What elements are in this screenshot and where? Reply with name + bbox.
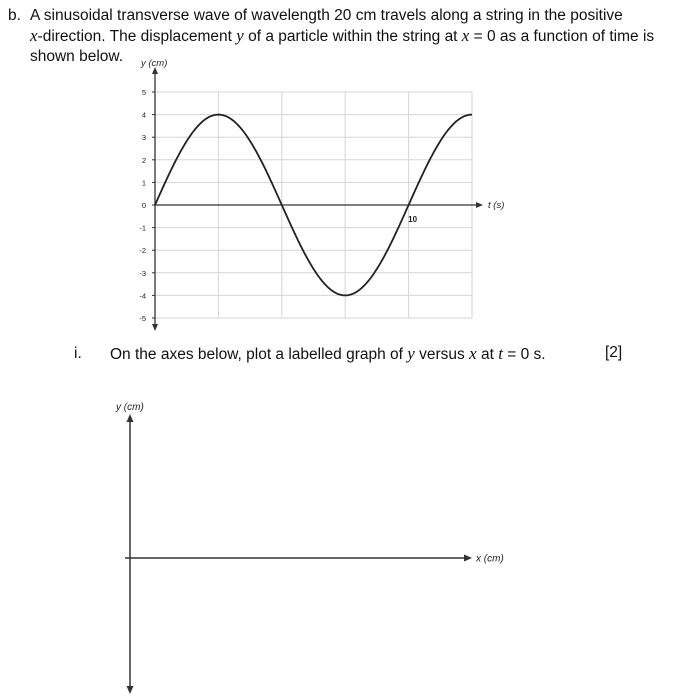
y-tick-label: -1 xyxy=(139,223,146,233)
answer-y-axis-arrow xyxy=(127,414,134,422)
y-tick-label: -5 xyxy=(139,314,146,323)
y-tick-label: 0 xyxy=(141,201,146,210)
question-label: b. xyxy=(8,7,21,24)
answer-x-axis-label: x (cm) xyxy=(476,553,504,565)
subquestion-text: On the axes below, plot a labelled graph of y versus x at t = 0 s. xyxy=(110,344,546,363)
x-tick-label: 10 xyxy=(408,215,418,224)
y-axis-label: y (cm) xyxy=(141,58,168,69)
answer-y-axis-label: y (cm) xyxy=(116,402,144,413)
answer-y-axis-arrow-bottom xyxy=(127,686,134,694)
y-tick-label: 3 xyxy=(141,133,146,143)
y-tick-label: -4 xyxy=(139,291,146,301)
question-line-1: A sinusoidal transverse wave of wavelength 20 cm travels along a string in the positive xyxy=(30,7,623,24)
marks-label: [2] xyxy=(605,344,623,361)
subquestion-label: i. xyxy=(74,345,82,362)
y-tick-label: -3 xyxy=(139,268,146,278)
x-axis-label: t (s) xyxy=(488,200,505,211)
question-line-3: shown below. xyxy=(30,48,124,65)
answer-x-axis-arrow xyxy=(464,555,472,562)
question-line-2: x-direction. The displacement y of a particle within the string at x = 0 as a function of time is xyxy=(30,26,655,45)
y-tick-label: 1 xyxy=(141,178,146,188)
y-tick-label: 4 xyxy=(141,110,146,120)
y-tick-label: -2 xyxy=(139,246,146,256)
y-tick-label: 5 xyxy=(141,88,146,97)
y-tick-label: 2 xyxy=(141,155,146,165)
